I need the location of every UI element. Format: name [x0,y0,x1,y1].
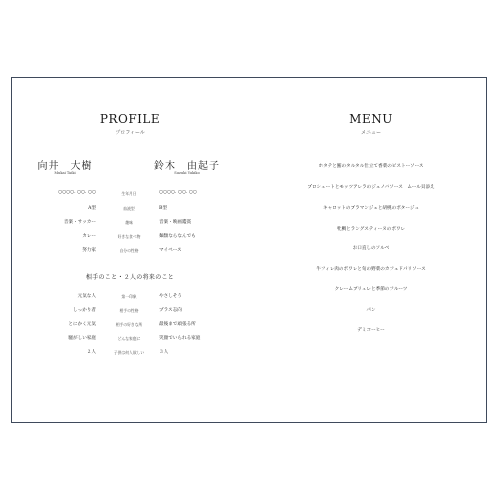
label-home: どんな家庭に [117,336,141,341]
groom-food: カレー [82,234,96,239]
section2-title: 相手のこと・２人の将来のこと [85,274,175,281]
groom-blood: A型 [88,206,96,211]
groom-name: 向井 大樹 [37,161,93,172]
bride-hobby: 音楽・映画鑑賞 [159,220,192,225]
wedding-program-card [11,77,487,423]
profile-title: PROFILE [99,112,161,126]
groom-personality: 努力家 [82,248,96,253]
profile-subtitle: プロフィール [115,130,145,136]
menu-item: パン [366,308,376,313]
groom-roman: Mukai Taiki [54,171,76,175]
groom-home: 騒がしい家庭 [68,336,96,341]
groom-favorite-point: とにかく元気 [68,322,96,327]
bride-partner-personality: プラス志向 [159,308,182,313]
label-personality: 自分の性格 [119,248,139,253]
bride-home: 笑顔でいられる家庭 [159,336,201,341]
groom-children: ２人 [86,350,96,355]
bride-personality: マイペース [159,248,182,253]
groom-hobby: 音楽・サッカー [63,220,96,225]
menu-item: ホタテと鮪のタルタル仕立て香菜のピストーソース [318,164,424,169]
label-first-impression: 第一印象 [121,294,137,299]
groom-birthday: ○○○○. ○○. ○○ [58,190,96,195]
label-partner-personality: 相手の性格 [119,308,139,313]
bride-food: 麺類ならなんでも [159,234,196,239]
label-children: 子供は何人欲しい [113,350,145,355]
bride-roman: Suzuki Yukiko [174,171,200,175]
bride-first-impression: やさしそう [159,294,182,299]
bride-children: ３人 [159,350,169,355]
bride-name: 鈴木 由起子 [154,161,220,172]
label-birthday: 生年月日 [121,191,137,196]
menu-item: お口直しのソルベ [352,246,390,251]
menu-item: プロシュートとモッツアレラのジェノバソース ムール貝添え [307,185,435,190]
bride-favorite-point: 最後まで頑張る所 [159,322,196,327]
label-hobby: 趣味 [125,220,133,225]
menu-item: 牝鯛とラングスティーヌのポワレ [336,227,406,232]
menu-item: クレームブリュレと季節のフルーツ [334,287,408,292]
menu-item: キャロットのブラマンジェと胡桃のポタージュ [323,206,419,211]
label-blood: 血液型 [123,206,135,211]
groom-first-impression: 元気な人 [77,294,96,299]
menu-title: MENU [349,112,393,126]
groom-partner-personality: しっかり者 [73,308,96,313]
menu-item: 牛フィレ肉のポワレと旬の野菜のカフェドパリソース [316,267,426,272]
label-favorite-point: 相手の好きな所 [115,322,143,327]
menu-subtitle: メニュー [360,130,382,136]
bride-birthday: ○○○○. ○○. ○○ [159,190,197,195]
menu-item: デミコーヒー [357,328,385,333]
bride-blood: B型 [159,206,167,211]
label-food: 好きな食べ物 [117,234,141,239]
